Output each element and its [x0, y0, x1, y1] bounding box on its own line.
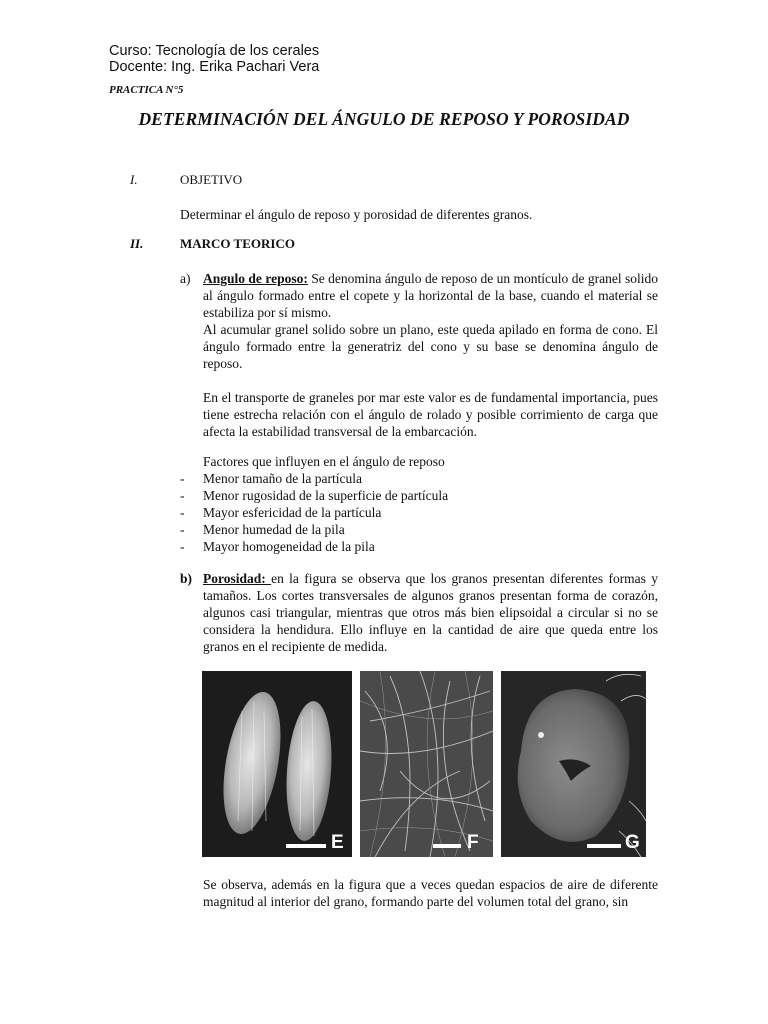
section-2-label: MARCO TEORICO [180, 236, 295, 251]
list-item: - Mayor esfericidad de la partícula [180, 505, 382, 520]
grain-cross-section-image [501, 671, 646, 857]
micrograph-panel-e [202, 671, 352, 857]
list-item: - Menor rugosidad de la superficie de partícula [180, 488, 449, 503]
section-2-number: II. [130, 236, 144, 251]
panel-label-f: F [467, 832, 479, 853]
item-a-text-3: En el transporte de graneles por mar este valor es de fundamental importancia, pues tiene estrecha relación con el ángulo de rolado y posible corrimiento de carga que afecta la estabilidad transversal de la embarcación. [203, 390, 658, 439]
factors-title: Factores que influyen en el ángulo de reposo [203, 454, 445, 469]
factors-list [180, 470, 660, 555]
list-item: - Menor humedad de la pila [180, 522, 345, 537]
panel-label-g: G [625, 832, 640, 853]
micrograph-panel-f [360, 671, 493, 857]
scale-bar [587, 844, 621, 848]
item-a-text-1: Se denomina ángulo de reposo de un montículo de granel solido al ángulo formado entre el copete y la horizontal de la base, cuando el material se estabiliza por sí mismo. [203, 271, 659, 320]
teacher-line: Docente: Ing. Erika Pachari Vera [109, 59, 320, 75]
porosity-term: Porosidad: [203, 571, 272, 586]
section-1-label: OBJETIVO [180, 172, 243, 187]
practice-label: PRACTICA N°5 [109, 84, 184, 96]
item-b-paragraph [203, 570, 658, 655]
scale-bar [286, 844, 326, 848]
closing-paragraph: Se observa, además en la figura que a veces quedan espacios de aire de diferente magnitud al interior del grano, formando parte del volumen total del grano, sin [203, 877, 658, 909]
hairy-grain-closeup-image [360, 671, 493, 857]
grain-micrograph-figure [202, 671, 646, 857]
angle-of-repose-term: Angulo de reposo: [203, 271, 308, 286]
list-item: - Menor tamaño de la partícula [180, 471, 362, 486]
objective-text: Determinar el ángulo de reposo y porosidad de diferentes granos. [180, 207, 533, 222]
panel-label-e: E [331, 832, 344, 853]
document-title: DETERMINACIÓN DEL ÁNGULO DE REPOSO Y POROSIDAD [138, 109, 630, 129]
course-line: Curso: Tecnología de los cerales [109, 43, 320, 59]
item-a-text-2: Al acumular granel solido sobre un plano, este queda apilado en forma de cono. El ángulo formado entre la generatriz del cono y su base se denomina ángulo de reposo. [203, 322, 658, 371]
elongated-grains-image [202, 671, 352, 857]
micrograph-panel-g [501, 671, 646, 857]
section-1-number: I. [130, 172, 138, 187]
list-item: - Mayor homogeneidad de la pila [180, 539, 375, 554]
scale-bar [433, 844, 461, 848]
item-a-paragraph [203, 270, 658, 321]
item-a-marker: a) [180, 271, 191, 286]
item-b-text: en la figura se observa que los granos presentan diferentes formas y tamaños. Los cortes transversales de algunos granos presentan forma de corazón, algunos casi triangular, mientras que otros más bien elipsoidal a circular si no se considera la hendidura. Ello influye en la cantidad de aire que queda entre los granos en el recipiente de medida. [203, 571, 659, 654]
item-b-marker: b) [180, 571, 193, 586]
